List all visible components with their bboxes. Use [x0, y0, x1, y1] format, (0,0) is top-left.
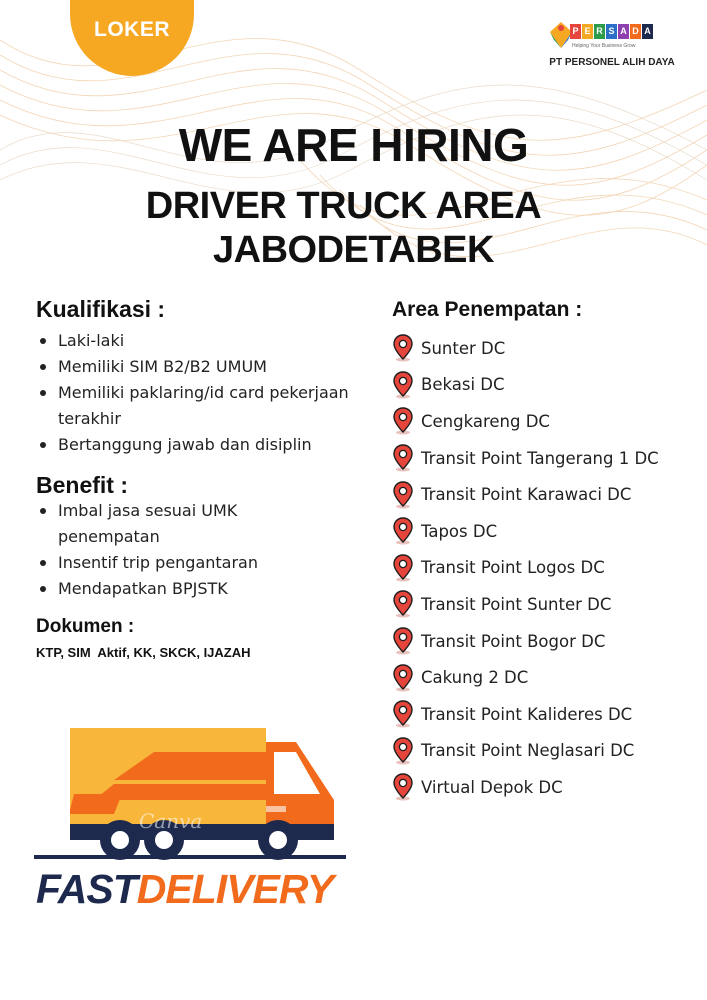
location-pin-icon: [392, 700, 414, 728]
benefit-item: Mendapatkan BPJSTK: [36, 576, 296, 602]
logo-letter: A: [642, 24, 653, 39]
area-item-label: Transit Point Sunter DC: [421, 594, 612, 614]
location-pin-icon: [392, 590, 414, 618]
area-item: [392, 769, 659, 806]
location-pin-icon: [392, 554, 414, 582]
area-item: [392, 440, 659, 477]
location-pin-icon: [392, 334, 414, 362]
area-item: [392, 623, 659, 660]
area-item-label: Sunter DC: [421, 338, 506, 358]
logo-letters: [570, 24, 653, 39]
truck-icon: [34, 722, 346, 864]
headline-area: JABODETABEK: [213, 229, 494, 271]
area-item-label: Tapos DC: [421, 521, 498, 541]
logo-letter: E: [582, 24, 593, 39]
area-item-label: Transit Point Logos DC: [421, 558, 605, 578]
kualifikasi-title: Kualifikasi :: [36, 296, 166, 322]
benefit-item: Insentif trip pengantaran: [36, 550, 296, 576]
location-pin-icon: [392, 444, 414, 472]
area-item: [392, 513, 659, 550]
location-pin-icon: [392, 737, 414, 765]
kualifikasi-item: Bertanggung jawab dan disiplin: [36, 432, 391, 458]
fast-delivery-wordmark: [36, 866, 333, 913]
location-pin-icon: [392, 517, 414, 545]
dokumen-text: KTP, SIM Aktif, KK, SKCK, IJAZAH: [36, 645, 251, 660]
delivery-text: DELIVERY: [136, 866, 334, 912]
location-pin-icon: [392, 371, 414, 399]
area-item-label: Transit Point Tangerang 1 DC: [421, 448, 659, 468]
kualifikasi-item: Laki-laki: [36, 328, 391, 354]
area-item-label: Transit Point Karawaci DC: [421, 485, 632, 505]
area-item: [392, 586, 659, 623]
area-item-label: Transit Point Kalideres DC: [421, 704, 633, 724]
area-item: [392, 659, 659, 696]
logo-letter: A: [618, 24, 629, 39]
area-item: [392, 476, 659, 513]
fast-text: FAST: [36, 866, 137, 912]
area-item-label: Cengkareng DC: [421, 411, 550, 431]
company-logo: [540, 16, 690, 76]
benefit-list: [36, 498, 296, 602]
logo-tagline: Helping Your Business Grow: [572, 43, 636, 49]
area-item-label: Bekasi DC: [421, 375, 505, 395]
benefit-item: Imbal jasa sesuai UMK penempatan: [36, 498, 296, 550]
area-list: [392, 330, 659, 806]
area-item: [392, 696, 659, 733]
area-item: [392, 330, 659, 367]
headline-position: DRIVER TRUCK AREA: [145, 185, 542, 227]
location-pin-icon: [392, 664, 414, 692]
area-item: [392, 367, 659, 404]
area-item-label: Transit Point Bogor DC: [421, 631, 606, 651]
loker-label: LOKER: [94, 18, 170, 41]
area-item: [392, 733, 659, 770]
area-item-label: Transit Point Neglasari DC: [421, 741, 635, 761]
logo-letter: D: [630, 24, 641, 39]
area-item: [392, 403, 659, 440]
company-name: PT PERSONEL ALIH DAYA: [549, 57, 675, 68]
canva-watermark: Canva: [139, 809, 203, 833]
area-item: [392, 550, 659, 587]
location-pin-icon: [392, 627, 414, 655]
dokumen-title: Dokumen :: [36, 616, 135, 637]
area-item-label: Virtual Depok DC: [421, 777, 563, 797]
logo-letter: R: [594, 24, 605, 39]
kualifikasi-item: Memiliki paklaring/id card pekerjaan terakhir: [36, 380, 391, 432]
location-pin-icon: [392, 481, 414, 509]
area-title: Area Penempatan :: [392, 298, 583, 321]
kualifikasi-item: Memiliki SIM B2/B2 UMUM: [36, 354, 391, 380]
location-pin-icon: [392, 773, 414, 801]
kualifikasi-list: [36, 328, 391, 458]
area-item-label: Cakung 2 DC: [421, 668, 529, 688]
location-pin-icon: [392, 407, 414, 435]
logo-letter: S: [606, 24, 617, 39]
logo-letter: P: [570, 24, 581, 39]
benefit-title: Benefit :: [36, 472, 128, 498]
headline-hiring: WE ARE HIRING: [178, 119, 529, 171]
